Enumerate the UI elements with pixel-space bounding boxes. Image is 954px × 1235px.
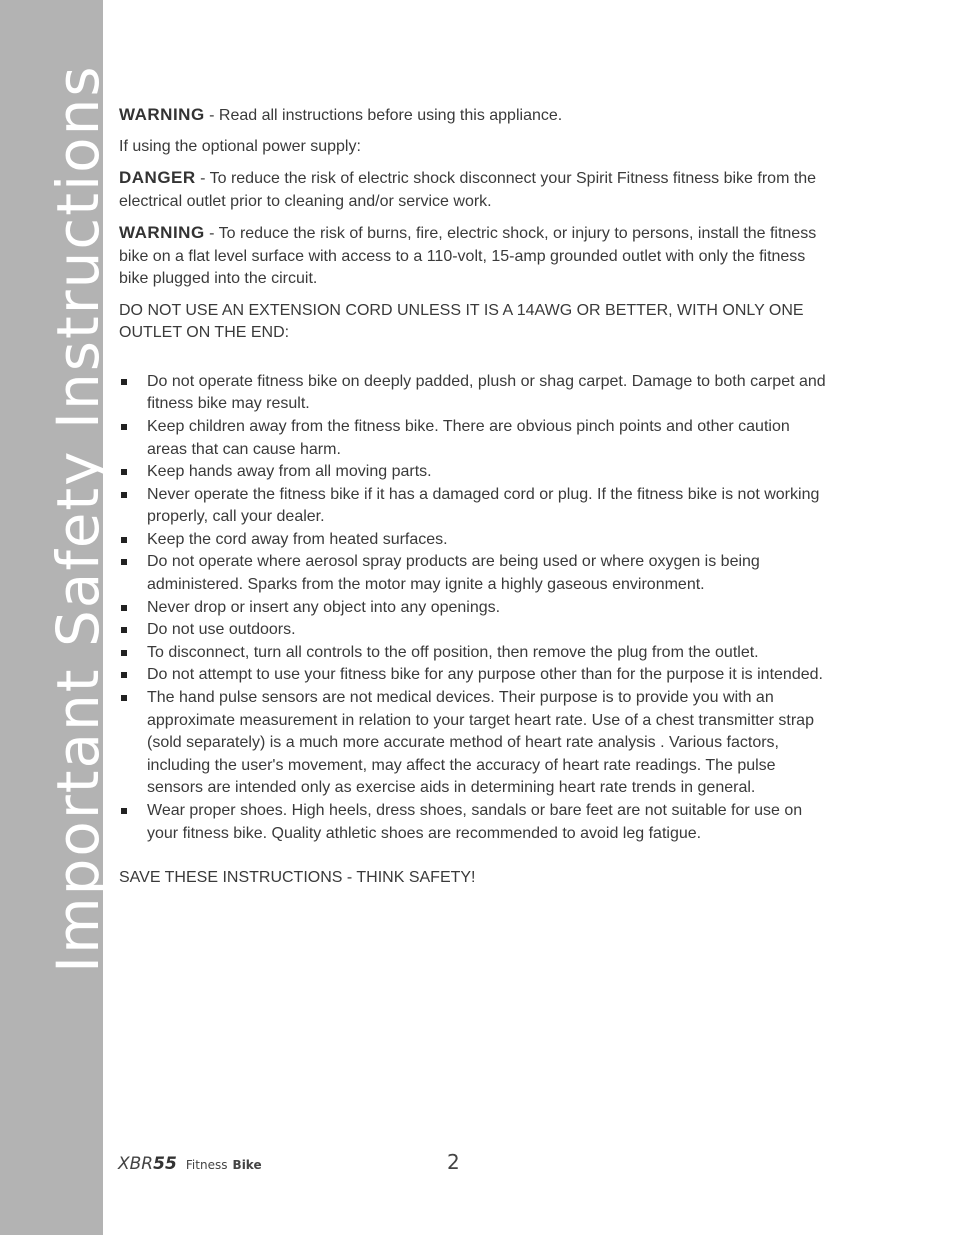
sidebar — [0, 0, 112, 1235]
power-supply-note: If using the optional power supply: — [119, 138, 361, 156]
danger-label: DANGER — [119, 168, 196, 188]
list-item: Never drop or insert any object into any openings. — [119, 597, 831, 620]
closing-statement: SAVE THESE INSTRUCTIONS - THINK SAFETY! — [119, 869, 476, 887]
safety-rules-list — [119, 371, 831, 845]
product-word-bike: Bike — [232, 1158, 262, 1172]
warning-burns-paragraph — [119, 222, 831, 291]
safety-content — [119, 104, 831, 898]
warning-text: - To reduce the risk of burns, fire, electric shock, or injury to persons, install the fitness bike on a flat level surface with access to a 110-volt, 15-amp grounded outlet with only the fitness bike plugged into the circuit. — [119, 225, 817, 288]
list-item: To disconnect, turn all controls to the off position, then remove the plug from the outlet. — [119, 642, 831, 665]
list-item: Do not use outdoors. — [119, 619, 831, 642]
list-item: Wear proper shoes. High heels, dress shoes, sandals or bare feet are not suitable for use on your fitness bike. Quality athletic shoes are recommended to avoid leg fatigue. — [119, 800, 831, 845]
model-number: 55 — [153, 1154, 177, 1174]
list-item: Do not operate fitness bike on deeply padded, plush or shag carpet. Damage to both carpet and fitness bike may result. — [119, 371, 831, 416]
list-item: Never operate the fitness bike if it has a damaged cord or plug. If the fitness bike is not working properly, call your dealer. — [119, 484, 831, 529]
sidebar-title: Important Safety Instructions — [44, 64, 112, 973]
footer-model — [118, 1154, 262, 1174]
page-number: 2 — [447, 1150, 460, 1174]
model-prefix: XBR — [118, 1154, 154, 1174]
list-item: Keep the cord away from heated surfaces. — [119, 529, 831, 552]
list-item: Keep children away from the fitness bike. There are obvious pinch points and other caution areas that can cause harm. — [119, 416, 831, 461]
danger-paragraph — [119, 167, 831, 213]
list-item: Do not attempt to use your fitness bike for any purpose other than for the purpose it is intended. — [119, 664, 831, 687]
product-word-fitness: Fitness — [185, 1158, 228, 1172]
warning-label: WARNING — [119, 105, 205, 124]
warning-text: - Read all instructions before using this appliance. — [204, 107, 563, 124]
extension-cord-notice: DO NOT USE AN EXTENSION CORD UNLESS IT IS A 14AWG OR BETTER, WITH ONLY ONE OUTLET ON THE END: — [119, 301, 804, 342]
warning-read-instructions — [119, 104, 831, 128]
list-item: Do not operate where aerosol spray products are being used or where oxygen is being administered. Sparks from the motor may ignite a highly gaseous environment. — [119, 551, 831, 596]
warning-label: WARNING — [119, 223, 205, 243]
danger-text: - To reduce the risk of electric shock disconnect your Spirit Fitness fitness bike from the electrical outlet prior to cleaning and/or service work. — [119, 170, 817, 210]
list-item: The hand pulse sensors are not medical devices. Their purpose is to provide you with an approximate measurement in relation to your target heart rate. Use of a chest transmitter strap (sold separately) is a much more accurate method of heart rate analysis . Various factors, including the user's movement, may affect the accuracy of heart rate readings. The pulse sensors are intended only as exercise aids in determining heart rate trends in general. — [119, 687, 831, 800]
list-item: Keep hands away from all moving parts. — [119, 461, 831, 484]
